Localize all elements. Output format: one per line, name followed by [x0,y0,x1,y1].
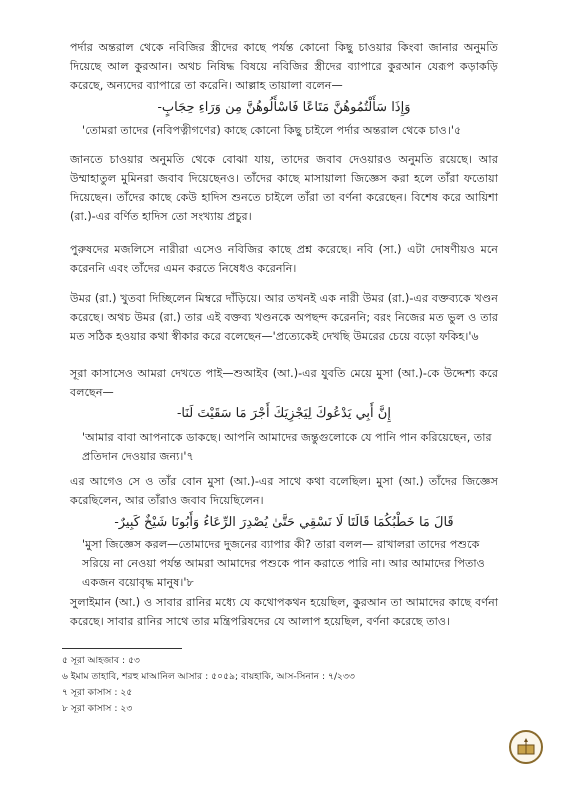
footnote-6: ৬ ইমাম তাহাবি, শরহু মাআনিল আসার : ৫০৫৯; বায়হাকি, আস-সিনান : ৭/২৩৩ [62,671,355,682]
paragraph-5: সূরা কাসাসেও আমরা দেখতে পাই—শুআইব (আ.)-এর যুবতি মেয়ে মুসা (আ.)-কে উদ্দেশ্য করে বলছেন— [70,367,498,399]
paragraph-1: পর্দার অন্তরাল থেকে নবিজির স্ত্রীদের কাছে পর্যন্ত কোনো কিছু চাওয়ার কিংবা জানার অনুমতি দিয়েছে আল কুরআন। অথচ নিষিদ্ধ বিষয়ে নবিজির স্ত্রীদের ব্যাপারে কুরআন যেরূপ কড়াকড়ি করেছে, অন্যদের ব্যাপারে তা করেনি। আল্লাহ তায়ালা বলেন— [70,41,498,92]
book-emblem-icon [511,732,541,762]
arabic-verse-1: وَإِذَا سَأَلْتُمُوهُنَّ مَتَاعًا فَاسْأَلُوهُنَّ مِن وَرَاءِ حِجَابٍ- [157,100,411,115]
paragraph-6: এর আগেও সে ও তাঁর বোন মুসা (আ.)-এর সাথে কথা বলেছিল। মুসা (আ.) তাঁদের জিজ্ঞেস করেছিলেন, আর তাঁরাও জবাব দিয়েছিলেন। [70,475,498,507]
paragraph-7: সুলাইমান (আ.) ও সাবার রানির মধ্যে যে কথোপকথন হয়েছিল, কুরআন তা আমাদের কাছে বর্ণনা করেছে। সাবার রানির সাথে তার মন্ত্রিপরিষদের যে আলাপ হয়েছিল, বর্ণনা করেছে তাও। [70,596,498,628]
paragraph-2: জানতে চাওয়ার অনুমতি থেকে বোঝা যায়, তাদের জবাব দেওয়ারও অনুমতি রয়েছে। আর উম্মাহাতুল মুমিনরা জবাব দিয়েছেনও। তাঁদের কাছে মাসায়ালা জিজ্ঞেস করা হলে তাঁরা ফতোয়া দিয়েছেন। তাঁদের কাছে কেউ হাদিস শুনতে চাইলে তাঁরা তা বর্ণনা করেছেন। বিশেষ করে আয়িশা (রা.)-এর বর্ণিত হাদিস তো সংখ্যায় প্রচুর। [70,153,498,223]
translation-quote-3: 'মুসা জিজ্ঞেস করল—তোমাদের দুজনের ব্যাপার কী? তারা বলল— রাখালরা তাদের পশুকে সরিয়ে না নেওয়া পর্যন্ত আমরা আমাদের পশুকে পান করাতে পারি না। আর আমাদের পিতাও একজন বয়োবৃদ্ধ মানুষ।'৮ [82,538,485,589]
publisher-logo-icon [509,730,543,764]
translation-quote-1: 'তোমরা তাদের (নবিপত্নীগণের) কাছে কোনো কিছু চাইলে পর্দার অন্তরাল থেকে চাও।'৫ [82,124,462,137]
arabic-verse-2: إِنَّ أَبِي يَدْعُوكَ لِيَجْزِيَكَ أَجْرَ مَا سَقَيْتَ لَنَا- [177,406,391,421]
footnote-8: ৮ সূরা কাসাস : ২৩ [62,703,133,714]
footnote-7: ৭ সূরা কাসাস : ২৫ [62,687,133,698]
footnote-5: ৫ সূরা আহজাব : ৫৩ [62,655,141,666]
footnote-divider [62,648,182,649]
translation-quote-2: 'আমার বাবা আপনাকে ডাকছে। আপনি আমাদের জন্তুগুলোকে যে পানি পান করিয়েছেন, তার প্রতিদান দেওয়ার জন্য।'৭ [82,431,492,463]
arabic-verse-3: قَالَ مَا خَطْبُكُمَا قَالَتَا لَا نَسْقِي حَتَّىٰ يُصْدِرَ الرِّعَاءُ وَأَبُونَا شَيْخٌ كَبِيرٌ- [114,515,454,530]
paragraph-3: পুরুষদের মজলিসে নারীরা এসেও নবিজির কাছে প্রশ্ন করেছে। নবি (সা.) এটা দোষণীয়ও মনে করেননি এবং তাঁদের এমন করতে নিষেধও করেননি। [70,243,498,275]
paragraph-4: উমর (রা.) খুতবা দিচ্ছিলেন মিম্বরে দাঁড়িয়ে। আর তখনই এক নারী উমর (রা.)-এর বক্তব্যকে খণ্ডন করেছে। অথচ উমর (রা.) তার এই বক্তব্য খণ্ডনকে অপছন্দ করেননি; বরং নিজের মত ভুল ও তার মত সঠিক হওয়ার কথা স্বীকার করে বলেছেন—'প্রত্যেকেই দেখছি উমরের চেয়ে বড়ো ফকিহ।'৬ [70,292,498,343]
